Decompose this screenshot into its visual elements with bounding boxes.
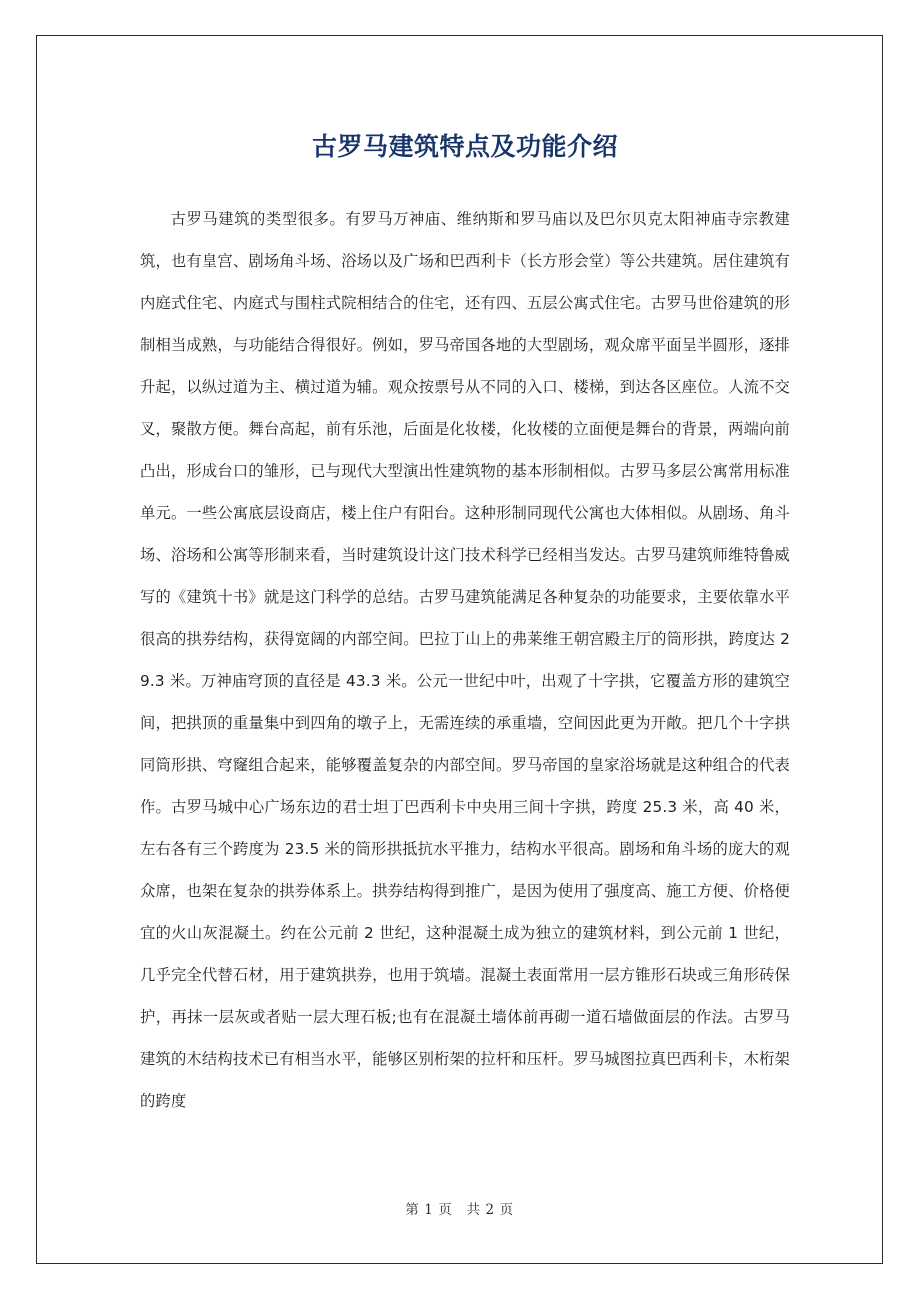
- body-paragraph: 古罗马建筑的类型很多。有罗马万神庙、维纳斯和罗马庙以及巴尔贝克太阳神庙寺宗教建筑，也有皇宫、剧场角斗场、浴场以及广场和巴西利卡（长方形会堂）等公共建筑。居住建筑有内庭式住宅、内庭式与围柱式院相结合的住宅，还有四、五层公寓式住宅。古罗马世俗建筑的形制相当成熟，与功能结合得很好。例如，罗马帝国各地的大型剧场，观众席平面呈半圆形，逐排升起，以纵过道为主、横过道为辅。观众按票号从不同的入口、楼梯，到达各区座位。人流不交叉，聚散方便。舞台高起，前有乐池，后面是化妆楼，化妆楼的立面便是舞台的背景，两端向前凸出，形成台口的雏形，已与现代大型演出性建筑物的基本形制相似。古罗马多层公寓常用标准单元。一些公寓底层设商店，楼上住户有阳台。这种形制同现代公寓也大体相似。从剧场、角斗场、浴场和公寓等形制来看，当时建筑设计这门技术科学已经相当发达。古罗马建筑师维特鲁威写的《建筑十书》就是这门科学的总结。古罗马建筑能满足各种复杂的功能要求，主要依靠水平很高的拱券结构，获得宽阔的内部空间。巴拉丁山上的弗莱维王朝宫殿主厅的筒形拱，跨度达 29.3 米。万神庙穹顶的直径是 43.3 米。公元一世纪中叶，出观了十字拱，它覆盖方形的建筑空间，把拱顶的重量集中到四角的墩子上，无需连续的承重墙，空间因此更为开敞。把几个十字拱同筒形拱、穹窿组合起来，能够覆盖复杂的内部空间。罗马帝国的皇家浴场就是这种组合的代表作。古罗马城中心广场东边的君士坦丁巴西利卡中央用三间十字拱，跨度 25.3 米，高 40 米，左右各有三个跨度为 23.5 米的筒形拱抵抗水平推力，结构水平很高。剧场和角斗场的庞大的观众席，也架在复杂的拱券体系上。拱券结构得到推广，是因为使用了强度高、施工方便、价格便宜的火山灰混凝土。约在公元前 2 世纪，这种混凝土成为独立的建筑材料，到公元前 1 世纪，几乎完全代替石材，用于建筑拱券，也用于筑墙。混凝土表面常用一层方锥形石块或三角形砖保护，再抹一层灰或者贴一层大理石板;也有在混凝土墙体前再砌一道石墙做面层的作法。古罗马建筑的木结构技术已有相当水平，能够区别桁架的拉杆和压杆。罗马城图拉真巴西利卡，木桁架的跨度: [140, 210, 790, 1110]
- page-number-footer: 第 1 页 共 2 页: [405, 1202, 514, 1218]
- document-content: [140, 35, 790, 1122]
- page-title: 古罗马建筑特点及功能介绍: [311, 132, 618, 161]
